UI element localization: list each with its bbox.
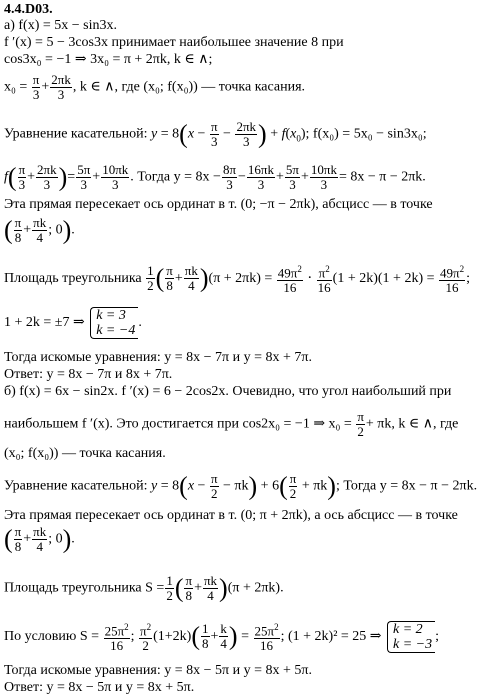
answer-a: Ответ: y = 8x − 7π и 8x + 7π. <box>4 367 173 382</box>
condition-line-b: По условию S = $\frac{25\pi^2}{16}$ ; $\frac{\pi^2}{2}$ (1+2k)( $\frac{1}{8}$ + $\frac{k}{4}$ ) = $\frac{25\pi^2}{16}$ ; (1 + 2k)² = 25 ⇒ k = 2 k = −3 ; <box>4 621 440 654</box>
cos-condition: cos3x₀ = −1 ⇒ 3x₀ = π + 2πk, k ∈ ∧; <box>4 52 213 67</box>
result-equations-a: Тогда искомые уравнения: y = 8x − 7π и y = 8x + 7π. <box>4 350 312 365</box>
tangent-equation-b: Уравнение касательной: y = 8(x − $\frac{\pi}{2}$ − πk) + 6( $\frac{\pi}{2}$ + πk); Тогда y = 8x − π − 2πk. <box>4 471 478 501</box>
intercepts-line-a: Эта прямая пересекает ось ординат в т. (0; −π − 2πk), абсцисс — в точке <box>4 197 433 212</box>
part-a-function: а) f(x) = 5x − sin3x. <box>4 18 117 33</box>
triangle-area-b: Площадь треугольника S = $\frac{1}{2}$ ( $\frac{\pi}{8}$ + $\frac{\pi k}{4}$ )(π + 2πk). <box>4 573 284 603</box>
derivative-line: f ′(x) = 5 − 3cos3x принимает наибольшее значение 8 при <box>4 35 344 50</box>
problem-number: 4.4.D03. <box>4 2 53 17</box>
k-solution-a: 1 + 2k = ±7 ⇒ k = 3 k = −4 . <box>4 308 142 338</box>
tangent-substitution-a: f( $\frac{\pi}{3}$ + $\frac{2\pi k}{3}$ )= $\frac{5\pi}{3}$ + $\frac{10\pi k}{3}$ . Тогда y = 8x − $\frac{8\pi}{3}$ − $\frac{16\pi k}{3}$ + $\frac{5\pi}{3}$ + $\frac{10\pi k}{3}$ = 8x − π − 2πk. <box>4 162 426 192</box>
tangent-point-b: (x₀; f(x₀)) — точка касания. <box>4 446 166 461</box>
triangle-area-a: Площадь треугольника $\frac{1}{2}$ ( $\frac{\pi}{8}$ + $\frac{\pi k}{4}$ )(π + 2πk) = $\frac{49\pi^2}{16}$ ⋅ $\frac{\pi^2}{16}$ (1 + 2k)(1 + 2k) = $\frac{49\pi^2}{16}$ ; <box>4 263 470 296</box>
max-derivative-line: наибольшем f ′(x). Это достигается при cos2x₀ = −1 ⇒ x₀ = $\frac{\pi}{2}$ + πk, k ∈ ∧, где <box>4 409 459 439</box>
abscissa-point-b: ( $\frac{\pi}{8}$ + $\frac{\pi k}{4}$ ; 0). <box>4 524 75 554</box>
part-b-function: б) f(x) = 6x − sin2x. f ′(x) = 6 − 2cos2x. Очевидно, что угол наибольший при <box>4 384 452 399</box>
tangent-point-line: x₀ = $\frac{\pi}{3}$ + $\frac{2\pi k}{3}$ , k ∈ ∧, где (x₀; f(x₀)) — точка касания. <box>4 72 306 102</box>
abscissa-point-a: ( $\frac{\pi}{8}$ + $\frac{\pi k}{4}$ ; 0). <box>4 215 75 245</box>
tangent-equation-a: Уравнение касательной: y = 8(x − $\frac{\pi}{3}$ − $\frac{2\pi k}{3}$ ) + $f(x_0)$; f(x₀) = 5x₀ − sin3x₀; <box>4 119 427 149</box>
intercepts-line-b: Эта прямая пересекает ось ординат в т. (0; π + 2πk), а ось абсцисс — в точке <box>4 508 458 523</box>
result-equations-b: Тогда искомые уравнения: y = 8x − 5π и y = 8x + 5π. <box>4 663 312 678</box>
answer-b: Ответ: y = 8x − 5π и y = 8x + 5π. <box>4 680 195 695</box>
